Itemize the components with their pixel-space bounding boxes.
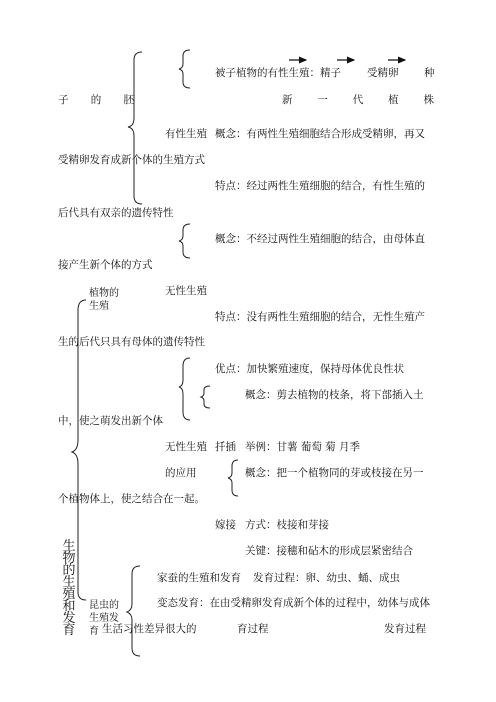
brace-sexual <box>128 52 142 204</box>
application-title-1: 无性生殖 <box>165 441 207 453</box>
asexual-feature: 特点：没有两性生殖细胞的结合，无性生殖产 <box>215 311 425 323</box>
char: 生 <box>62 539 76 554</box>
arrow-label-zygote: 受精卵 <box>367 67 399 79</box>
char: 代 <box>352 94 364 106</box>
brace-angiosperm <box>179 50 190 88</box>
char: 的 <box>62 563 76 578</box>
asexual-concept-cont: 接产生新个体的方式 <box>58 259 153 271</box>
sexual-feature: 特点：经过两性生殖细胞的结合，有性生殖的 <box>215 180 425 192</box>
char: 植 <box>388 94 399 106</box>
plant-label-1: 植物的 <box>89 288 119 299</box>
angio-line2-left <box>58 95 134 106</box>
char: 新 <box>282 94 293 106</box>
brace-asexual <box>179 224 190 258</box>
asexual-title: 无性生殖 <box>165 285 207 297</box>
cutting-concept: 概念：剪去植物的枝条，将下部插入土 <box>245 389 424 401</box>
char: 子 <box>58 94 69 106</box>
char: 育 <box>62 623 76 638</box>
asexual-concept: 概念：不经过两性生殖细胞的结合，由母体直 <box>215 233 425 245</box>
brace-insect <box>127 566 140 656</box>
cutting-concept-cont: 中，使之萌发出新个体 <box>58 415 163 427</box>
insect-frag-2: 育过程 <box>237 623 269 635</box>
char: 殖 <box>62 587 76 602</box>
plant-label-2: 生殖 <box>89 301 109 312</box>
brace-cutting <box>201 386 210 408</box>
char: 生 <box>62 575 76 590</box>
insect-label-2: 生殖发 <box>89 613 119 624</box>
char: 一 <box>317 94 328 106</box>
grafting-label: 嫁接 <box>215 519 236 531</box>
sexual-concept: 概念：有两性生殖细胞结合形成受精卵，再又 <box>215 128 425 140</box>
brace-grafting <box>228 460 238 496</box>
arrow-label-seed: 种 <box>424 67 435 79</box>
insect-process: 发育过程：卵、幼虫、蛹、成虫 <box>253 572 400 584</box>
char: 和 <box>62 599 76 614</box>
char: 株 <box>423 94 434 106</box>
sexual-title: 有性生殖 <box>165 128 207 140</box>
insect-frag-1: 生活习性差异很大的 <box>102 623 197 635</box>
char: 胚 <box>123 94 134 106</box>
insect-silkworm: 家蚕的生殖和发育 <box>157 572 241 584</box>
grafting-key: 关键：接穗和砧木的形成层紧密结合 <box>245 545 413 557</box>
angiosperm-title: 被子植物的有性生殖：精子 <box>215 67 341 79</box>
char: 发 <box>62 611 76 626</box>
asexual-feature-cont: 生的后代只具有母体的遗传特性 <box>58 336 205 348</box>
sexual-concept-cont: 受精卵发育成新个体的生殖方式 <box>58 154 205 166</box>
insect-metamorph: 变态发育：在由受精卵发育成新个体的过程中，幼体与成体 <box>157 597 430 609</box>
insect-label-1: 昆虫的 <box>89 600 119 611</box>
application-title-2: 的应用 <box>165 467 197 479</box>
angio-line2-right <box>282 95 434 106</box>
insect-label-3: 育 <box>89 626 99 637</box>
cutting-examples: 举例：甘薯 葡萄 菊 月季 <box>245 441 361 453</box>
advantage-text: 优点：加快繁殖速度，保持母体优良性状 <box>215 363 404 375</box>
grafting-concept-cont: 个植物体上，使之结合在一起。 <box>58 493 205 505</box>
char: 的 <box>90 94 102 106</box>
grafting-methods: 方式：枝接和芽接 <box>245 519 329 531</box>
main-title-vertical <box>62 541 76 637</box>
cutting-label: 扦插 <box>215 441 236 453</box>
insect-frag-3: 发育过程 <box>384 623 426 635</box>
grafting-concept: 概念：把一个植物同的芽或枝接在另一 <box>245 467 424 479</box>
sexual-feature-cont: 后代具有双亲的遗传特性 <box>58 207 174 219</box>
char: 物 <box>62 551 76 566</box>
brace-advantage <box>179 358 190 420</box>
